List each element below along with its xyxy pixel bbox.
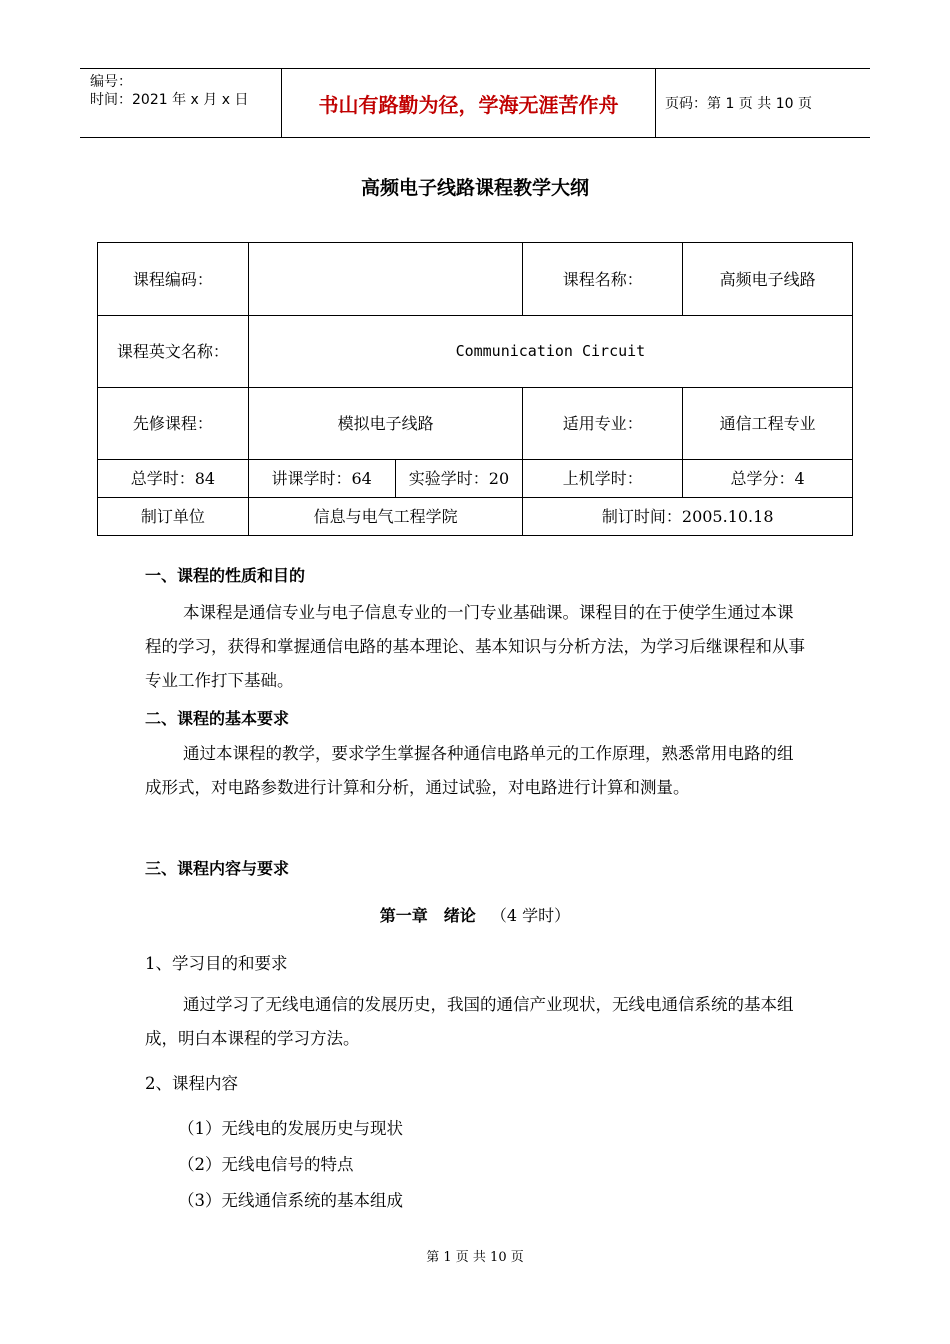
lecture-hours: 讲课学时：64	[248, 460, 395, 498]
section-2-title: 二、课程的基本要求	[145, 709, 290, 728]
code-label: 课程编码：	[98, 243, 249, 316]
page-footer: 第 1 页 共 10 页	[426, 1250, 524, 1265]
section-1-title: 一、课程的性质和目的	[145, 566, 306, 585]
section-1-body: 本课程是通信专业与电子信息专业的一门专业基础课。课程目的在于使学生通过本课程的学习，获得和掌握通信电路的基本理论、基本知识与分析方法，为学习后继课程和从事专业工作打下基础。	[145, 603, 805, 690]
list-item: （1）无线电的发展历史与现状	[178, 1119, 403, 1138]
chapter-1-heading	[0, 903, 950, 926]
list-item: （2）无线电信号的特点	[178, 1155, 354, 1174]
page-header	[80, 68, 870, 138]
document-title: 高频电子线路课程教学大纲	[360, 177, 589, 199]
list-item: （3）无线通信系统的基本组成	[178, 1191, 403, 1210]
motto: 书山有路勤为径，学海无涯苦作舟	[281, 69, 656, 137]
number-label: 编号：	[90, 74, 132, 90]
revision-date: 制订时间：2005.10.18	[523, 498, 853, 536]
major-label: 适用专业：	[523, 388, 683, 460]
total-hours: 总学时：84	[98, 460, 249, 498]
section-3-title: 三、课程内容与要求	[145, 859, 290, 878]
en-name-value: Communication Circuit	[248, 316, 852, 388]
computer-hours: 上机学时：	[523, 460, 683, 498]
major-value: 通信工程专业	[683, 388, 853, 460]
prereq-label: 先修课程：	[98, 388, 249, 460]
code-value	[248, 243, 523, 316]
chapter-1-goal-body: 通过学习了无线电通信的发展历史，我国的通信产业现状，无线电通信系统的基本组成，明白本课程的学习方法。	[145, 995, 794, 1048]
lab-hours: 实验学时：20	[395, 460, 523, 498]
credits: 总学分：4	[683, 460, 853, 498]
page-info: 页码：第 1 页 共 10 页	[665, 96, 812, 112]
chapter-1-title: 第一章 绪论	[379, 906, 476, 925]
section-2-body: 通过本课程的教学，要求学生掌握各种通信电路单元的工作原理，熟悉常用电路的组成形式，对电路参数进行计算和分析，通过试验，对电路进行计算和测量。	[145, 744, 794, 797]
time-label: 时间：2021 年 x 月 x 日	[90, 92, 249, 108]
en-name-label: 课程英文名称：	[98, 316, 249, 388]
unit-label: 制订单位	[98, 498, 249, 536]
header-meta	[80, 69, 281, 137]
chapter-1-hours: （4 学时）	[490, 906, 571, 925]
chapter-1-content-label: 2、课程内容	[145, 1074, 238, 1093]
name-label: 课程名称：	[523, 243, 683, 316]
course-info-table	[97, 242, 853, 536]
chapter-1-goal-label: 1、学习目的和要求	[145, 954, 288, 973]
unit-value: 信息与电气工程学院	[248, 498, 523, 536]
name-value: 高频电子线路	[683, 243, 853, 316]
prereq-value: 模拟电子线路	[248, 388, 523, 460]
